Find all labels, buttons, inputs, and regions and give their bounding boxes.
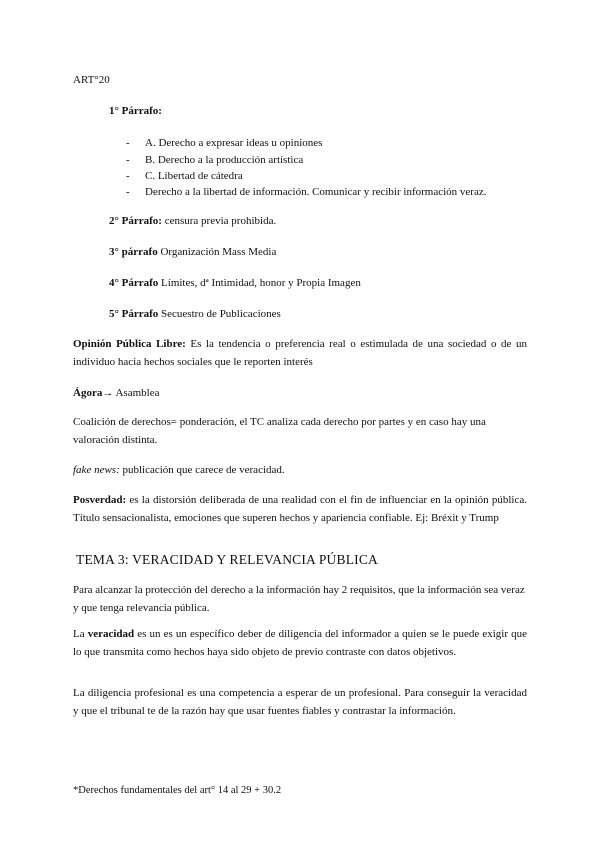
tema-3-heading: TEMA 3: VERACIDAD Y RELEVANCIA PÚBLICA <box>76 552 378 567</box>
article-title: ART°20 <box>73 74 110 86</box>
fake-news-label: fake news: <box>73 464 120 476</box>
bullet-marker: - <box>126 170 130 182</box>
paragraph-2-label: 2° Párrafo: <box>109 215 162 227</box>
list-item: B. Derecho a la producción artística <box>145 154 304 166</box>
requisitos-paragraph: Para alcanzar la protección del derecho a la información hay 2 requisitos, que la información sea veraz y que tenga relevancia pública. <box>73 584 525 614</box>
opinion-text: Es la tendencia o preferencia real o estimulada de una sociedad o de un individuo hacia hechos sociales que le reporten interés <box>73 338 527 368</box>
fake-news-line <box>73 463 285 477</box>
coalicion-paragraph: Coalición de derechos= ponderación, el TC analiza cada derecho por partes y en caso hay una valoración distinta. <box>73 416 486 446</box>
opinion-definition <box>73 335 527 371</box>
bullet-marker: - <box>126 186 130 198</box>
bullet-marker: - <box>126 137 130 149</box>
agora-line <box>73 386 159 400</box>
footnote: *Derechos fundamentales del art° 14 al 29 + 30.2 <box>73 785 282 796</box>
diligencia-paragraph: La diligencia profesional es una competencia a esperar de un profesional. Para conseguir la veracidad y que el tribunal te de la razón hay que usar fuentes fiables y contrastar la información. <box>73 687 527 717</box>
paragraph-3-text: Organización Mass Media <box>157 246 277 258</box>
veracidad-term: veracidad <box>87 628 135 640</box>
veracidad-prefix: La <box>73 628 88 640</box>
paragraph-3-line <box>109 245 276 259</box>
paragraph-5-text: Secuestro de Publicaciones <box>158 308 281 320</box>
paragraph-3-label: 3° párrafo <box>109 246 158 258</box>
arrow-icon: → <box>102 387 114 399</box>
list-item: A. Derecho a expresar ideas u opiniones <box>145 137 323 149</box>
paragraph-2-text: censura previa prohibida. <box>161 215 277 227</box>
agora-label: Ágora <box>73 387 103 399</box>
list-item: Derecho a la libertad de información. Comunicar y recibir información veraz. <box>145 186 487 198</box>
posverdad-label: Posverdad: <box>73 494 127 506</box>
paragraph-4-label: 4° Párrafo <box>109 277 159 289</box>
paragraph-1-heading: 1° Párrafo: <box>109 105 162 117</box>
posverdad-definition <box>73 491 527 527</box>
fake-news-text: publicación que carece de veracidad. <box>119 464 285 476</box>
paragraph-2-line <box>109 214 276 228</box>
paragraph-5-line <box>109 307 281 321</box>
paragraph-4-line <box>109 276 361 290</box>
list-item: C. Libertad de cátedra <box>145 170 243 182</box>
veracidad-paragraph <box>73 625 527 661</box>
opinion-label: Opinión Pública Libre: <box>73 338 186 350</box>
bullet-marker: - <box>126 154 130 166</box>
paragraph-5-label: 5° Párrafo <box>109 308 159 320</box>
veracidad-text: es un es un específico deber de diligencia del informador a quien se le puede exigir que lo que transmita como hechos haya sido objeto de previo contraste con datos objetivos. <box>73 628 527 658</box>
paragraph-4-text: Límites, dª Intimidad, honor y Propia Imagen <box>158 277 361 289</box>
posverdad-text: es la distorsión deliberada de una realidad con el fin de influenciar en la opinión pública. Título sensacionalista, emociones que superen hechos y apariencia confiable. Ej: Bréxit y Trump <box>73 494 527 524</box>
agora-text: Asamblea <box>113 387 160 399</box>
